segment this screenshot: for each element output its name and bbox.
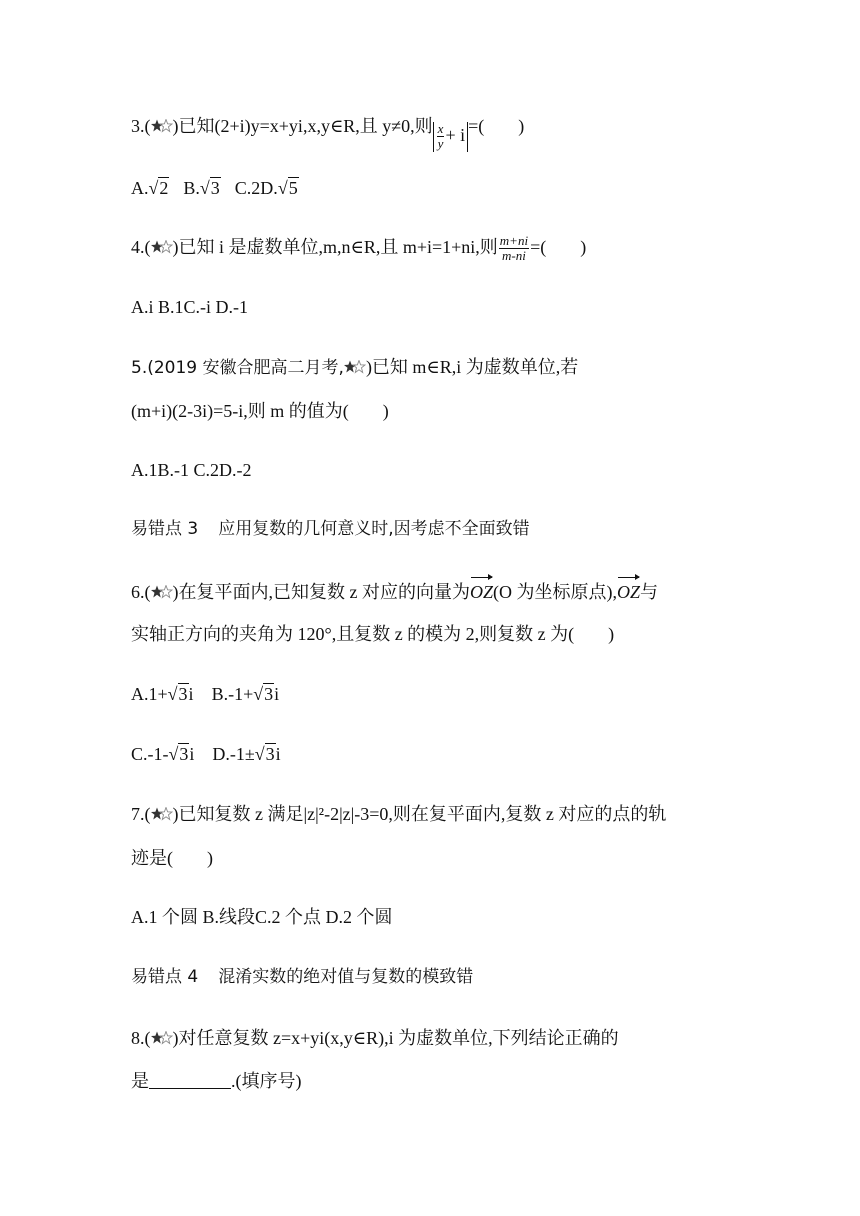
fraction-x-over-y: $\frac{x}{y}$ <box>437 121 444 152</box>
vector-oz: OZ <box>617 577 640 605</box>
two-star-difficulty-icon <box>151 585 173 599</box>
question-6-line-2: 实轴正方向的夹角为 120°,且复数 z 的模为 2,则复数 z 为( ) <box>131 624 615 644</box>
sqrt-expression: √3 <box>254 744 275 764</box>
question-3: 3.( )已知(2+i)y=x+yi,x,y∈R,且 y≠0,则 $\frac{x}{y}$ + i =( ) <box>131 116 525 152</box>
fraction-m-ni: $\frac{m+ni}{m-ni}$ <box>499 233 529 264</box>
sqrt-expression: √2 <box>148 178 169 198</box>
section-heading-3: 易错点 3 应用复数的几何意义时,因考虑不全面致错 <box>131 519 530 539</box>
question-6: 6.( )在复平面内,已知复数 z 对应的向量为OZ(O 为坐标原点),OZ与 <box>131 577 658 605</box>
question-7: 7.( )已知复数 z 满足|z|²-2|z|-3=0,则在复平面内,复数 z 对应的点的轨 <box>131 804 667 824</box>
question-3-options: A.√2 B.√3 C.2D.√5 <box>131 175 299 201</box>
question-6-options-ab: A.1+√3i B.-1+√3i <box>131 681 279 707</box>
answer-blank[interactable] <box>149 1070 231 1089</box>
question-7-line-2: 迹是( ) <box>131 848 213 868</box>
two-star-difficulty-icon <box>151 1031 173 1045</box>
section-heading-4: 易错点 4 混淆实数的绝对值与复数的模致错 <box>131 967 474 987</box>
question-6-options-cd: C.-1-√3i D.-1±√3i <box>131 741 281 767</box>
absolute-value-expression: $\frac{x}{y}$ + i <box>433 122 468 152</box>
sqrt-expression: √3 <box>199 178 220 198</box>
question-5-options: A.1B.-1 C.2D.-2 <box>131 460 252 480</box>
vector-oz: OZ <box>470 577 493 605</box>
sqrt-expression: √3 <box>168 744 189 764</box>
sqrt-expression: √3 <box>253 684 274 704</box>
two-star-difficulty-icon <box>151 807 173 821</box>
question-5-line-2: (m+i)(2-3i)=5-i,则 m 的值为( ) <box>131 401 389 421</box>
sqrt-expression: √5 <box>277 178 298 198</box>
two-star-difficulty-icon <box>151 240 173 254</box>
sqrt-expression: √3 <box>167 684 188 704</box>
question-4: 4.( )已知 i 是虚数单位,m,n∈R,且 m+i=1+ni,则 $\frac{m+ni}{m-ni}$ =( ) <box>131 233 587 264</box>
question-8: 8.( )对任意复数 z=x+yi(x,y∈R),i 为虚数单位,下列结论正确的 <box>131 1028 619 1048</box>
two-star-difficulty-icon <box>151 119 173 133</box>
question-5: 5.(2019 安徽合肥高二月考, )已知 m∈R,i 为虚数单位,若 <box>131 357 579 378</box>
question-8-line-2: 是 .(填序号) <box>131 1071 302 1091</box>
question-7-options: A.1 个圆 B.线段C.2 个点 D.2 个圆 <box>131 907 393 927</box>
question-4-options: A.i B.1C.-i D.-1 <box>131 297 248 317</box>
two-star-difficulty-icon <box>344 360 366 374</box>
